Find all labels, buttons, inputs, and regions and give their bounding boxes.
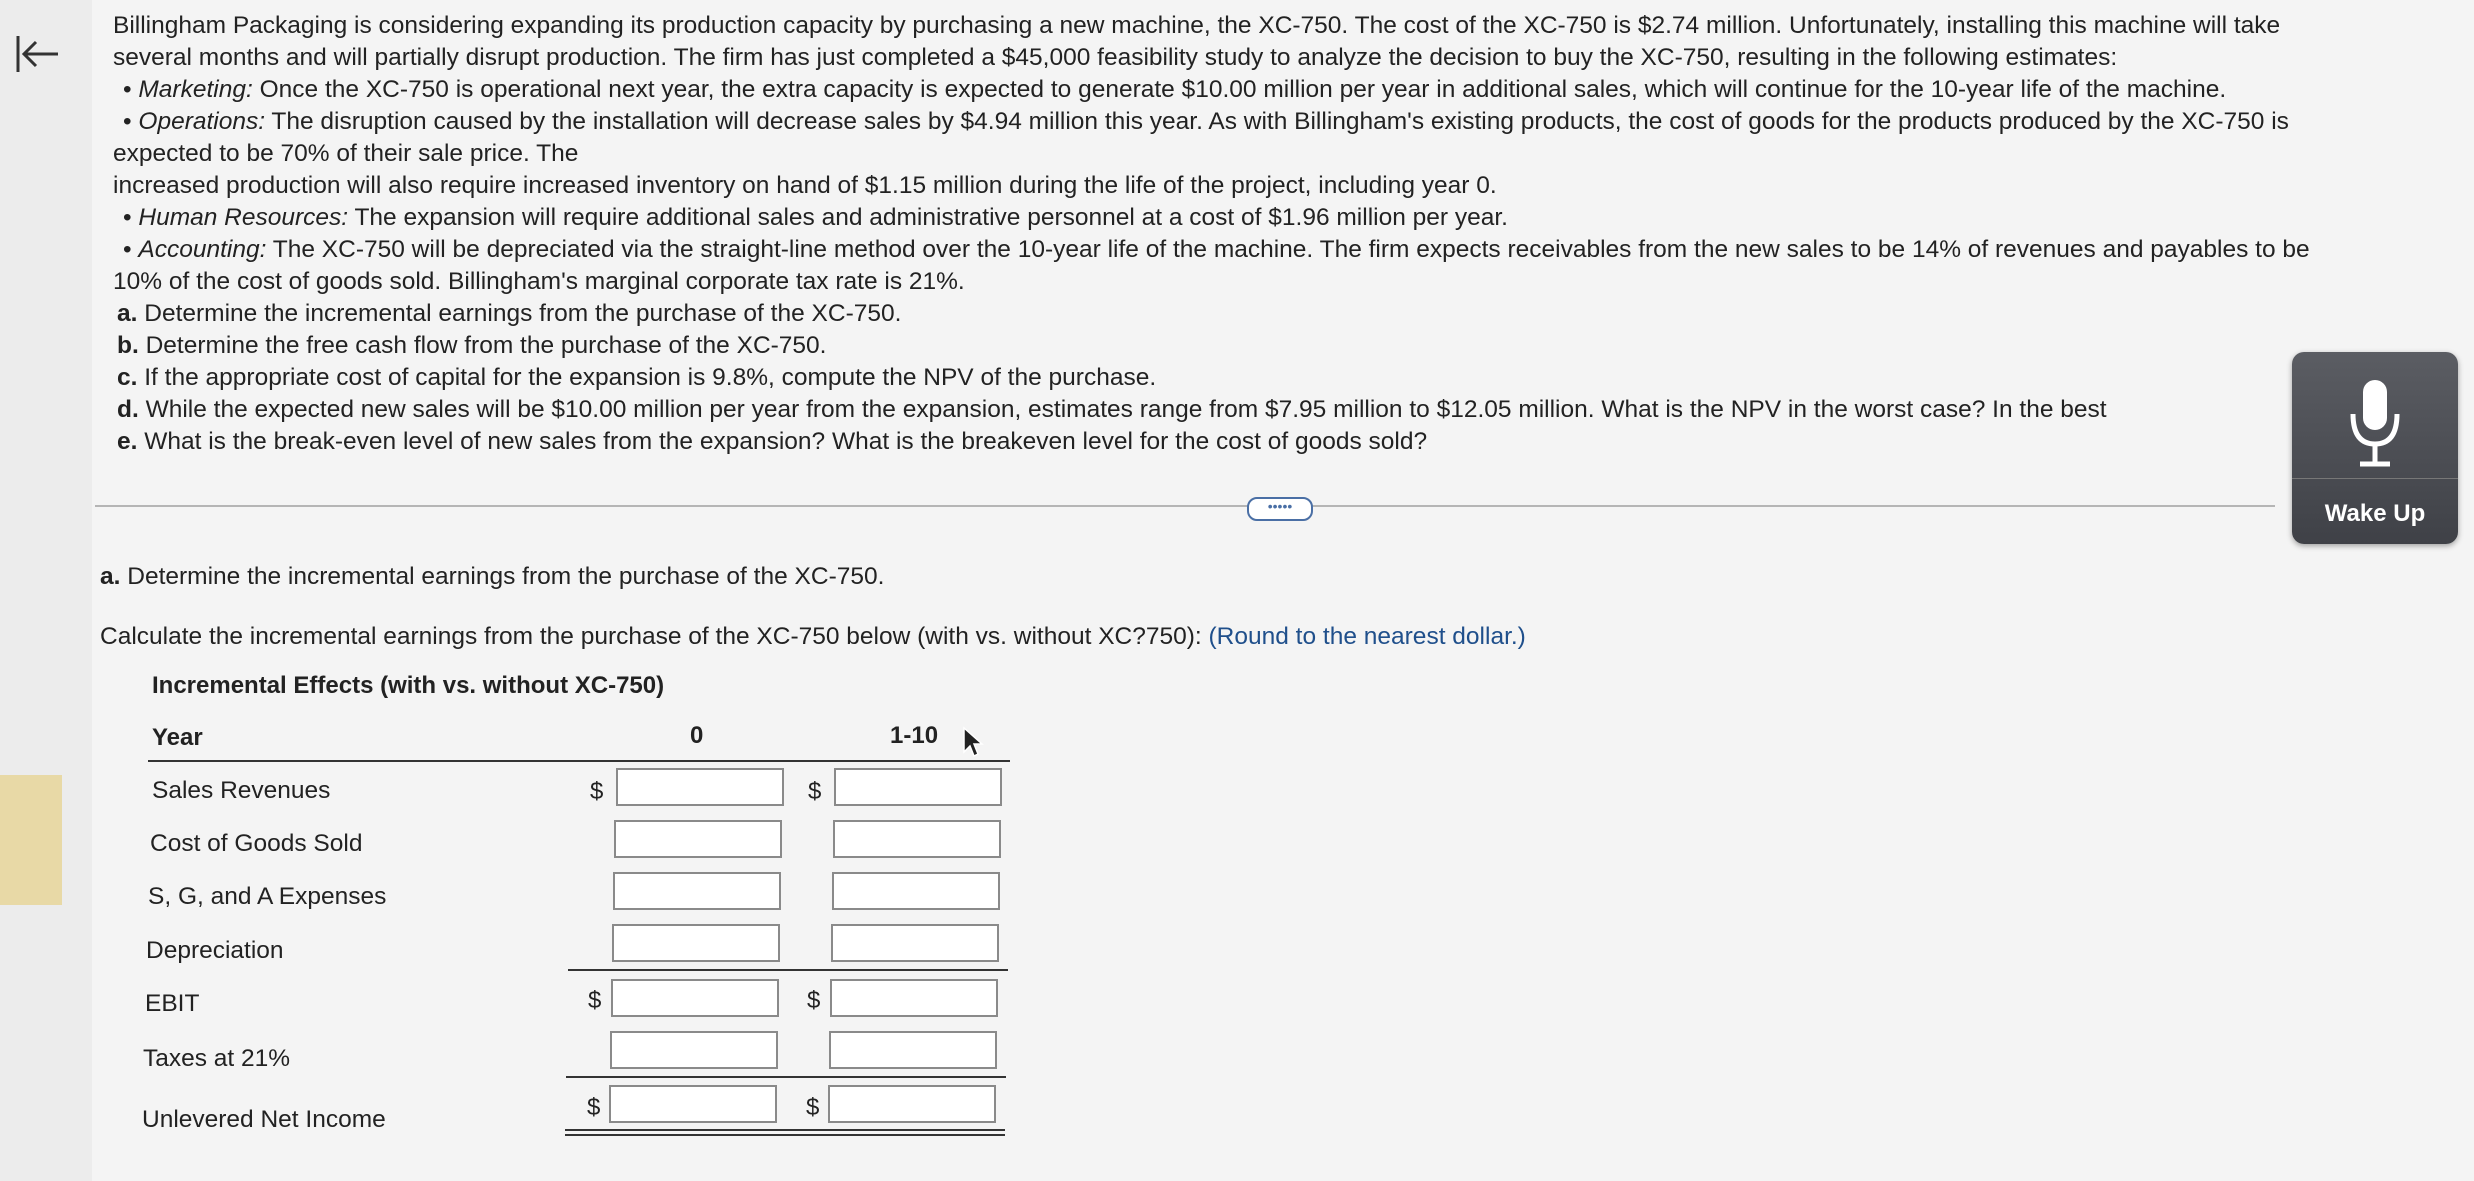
- instruction-text: Calculate the incremental earnings from the purchase of the XC-750 below (with vs. without XC?750): (Round to the nearest dollar.): [100, 623, 1526, 650]
- sidebar-highlight: [0, 775, 62, 905]
- hr-bullet: • Human Resources: The expansion will require additional sales and administrative personnel at a cost of $1.96 million per year.: [123, 204, 1508, 231]
- problem-line: several months and will partially disrupt production. The firm has just completed a $45,000 feasibility study to analyze the decision to buy the XC-750, resulting in the following estimates:: [113, 44, 2118, 71]
- row-label-ebit: EBIT: [145, 990, 200, 1017]
- year1-10-header: 1-10: [890, 722, 939, 749]
- cogs-year1-10-input[interactable]: [833, 820, 1001, 858]
- question-c: c. If the appropriate cost of capital for the expansion is 9.8%, compute the NPV of the purchase.: [117, 364, 1157, 391]
- row-label-sales-revenues: Sales Revenues: [152, 777, 331, 804]
- currency-symbol: $: [587, 1094, 601, 1121]
- expand-more-button[interactable]: •••••: [1247, 497, 1313, 521]
- net-income-year0-input[interactable]: [609, 1085, 777, 1123]
- question-d: d. While the expected new sales will be $10.00 million per year from the expansion, estimates range from $7.95 million to $12.05 million. What is the NPV in the worst case? In the best: [117, 396, 2107, 423]
- year0-header: 0: [690, 722, 704, 749]
- collapse-back-icon[interactable]: [10, 26, 66, 82]
- problem-line: Billingham Packaging is considering expanding its production capacity by purchasing a new machine, the XC-750. The cost of the XC-750 is $2.74 million. Unfortunately, installing this machine will take: [113, 12, 2281, 39]
- sales-revenues-year0-input[interactable]: [616, 768, 784, 806]
- part-a-heading: a. Determine the incremental earnings from the purchase of the XC-750.: [100, 563, 885, 590]
- ebit-year1-10-input[interactable]: [830, 979, 998, 1017]
- table-title: Incremental Effects (with vs. without XC-750): [152, 672, 665, 699]
- row-label-cost-of-goods-sold: Cost of Goods Sold: [150, 830, 363, 857]
- currency-symbol: $: [807, 987, 821, 1014]
- problem-line: 10% of the cost of goods sold. Billingham's marginal corporate tax rate is 21%.: [113, 268, 965, 295]
- row-label-sga-expenses: S, G, and A Expenses: [148, 883, 387, 910]
- row-label-taxes: Taxes at 21%: [143, 1045, 291, 1072]
- currency-symbol: $: [808, 778, 822, 805]
- cogs-year0-input[interactable]: [614, 820, 782, 858]
- subtotal-rule: [568, 969, 1008, 971]
- voice-panel[interactable]: [2292, 352, 2458, 544]
- microphone-icon: [2342, 374, 2408, 480]
- currency-symbol: $: [588, 987, 602, 1014]
- total-double-rule: [565, 1129, 1005, 1131]
- currency-symbol: $: [590, 778, 604, 805]
- total-double-rule: [565, 1134, 1005, 1136]
- row-label-depreciation: Depreciation: [146, 937, 284, 964]
- problem-statement: [113, 10, 2463, 458]
- ebit-year0-input[interactable]: [611, 979, 779, 1017]
- sales-revenues-year1-10-input[interactable]: [834, 768, 1002, 806]
- depreciation-year1-10-input[interactable]: [831, 924, 999, 962]
- sga-year1-10-input[interactable]: [832, 872, 1000, 910]
- sga-year0-input[interactable]: [613, 872, 781, 910]
- row-label-unlevered-net-income: Unlevered Net Income: [142, 1106, 386, 1133]
- depreciation-year0-input[interactable]: [612, 924, 780, 962]
- net-income-year1-10-input[interactable]: [828, 1085, 996, 1123]
- mouse-pointer-icon: [962, 726, 984, 758]
- problem-line: increased production will also require increased inventory on hand of $1.15 million during the life of the project, including year 0.: [113, 172, 1497, 199]
- question-a: a. Determine the incremental earnings from the purchase of the XC-750.: [117, 300, 902, 327]
- accounting-bullet: • Accounting: The XC-750 will be depreciated via the straight-line method over the 10-year life of the machine. The firm expects receivables from the new sales to be 14% of revenues and payables to be: [123, 236, 2310, 263]
- subtotal-rule: [566, 1076, 1006, 1078]
- problem-line: expected to be 70% of their sale price. The: [113, 140, 579, 167]
- operations-bullet: • Operations: The disruption caused by the installation will decrease sales by $4.94 million this year. As with Billingham's existing products, the cost of goods for the products produced by the XC-750 is: [123, 108, 2289, 135]
- header-rule: [148, 760, 1010, 762]
- wake-up-button[interactable]: Wake Up: [2324, 500, 2426, 527]
- year-header: Year: [152, 724, 203, 751]
- marketing-bullet: • Marketing: Once the XC-750 is operational next year, the extra capacity is expected to generate $10.00 million per year in additional sales, which will continue for the 10-year life of the machine.: [123, 76, 2227, 103]
- taxes-year1-10-input[interactable]: [829, 1031, 997, 1069]
- question-b: b. Determine the free cash flow from the purchase of the XC-750.: [117, 332, 827, 359]
- section-divider: [95, 505, 2275, 507]
- left-sidebar: [0, 0, 92, 1181]
- question-e: e. What is the break-even level of new sales from the expansion? What is the breakeven level for the cost of goods sold?: [117, 428, 1428, 455]
- taxes-year0-input[interactable]: [610, 1031, 778, 1069]
- currency-symbol: $: [806, 1094, 820, 1121]
- panel-separator: [2292, 478, 2458, 479]
